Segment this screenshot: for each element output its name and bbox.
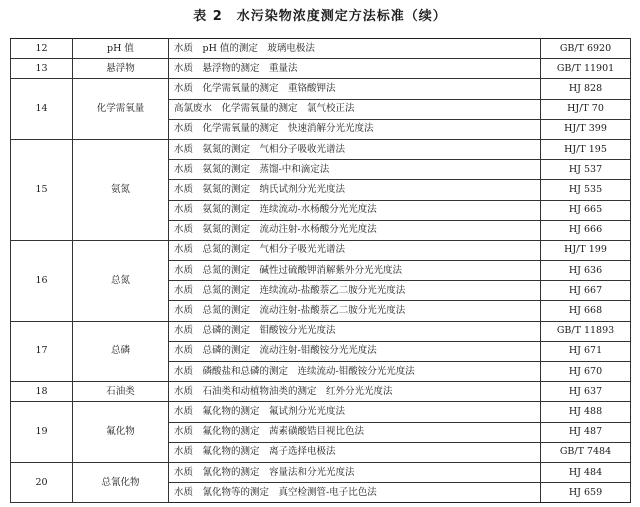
standard-code-cell: HJ/T 195 — [541, 139, 631, 159]
standard-code-cell: HJ 537 — [541, 160, 631, 180]
standard-code-cell: HJ 666 — [541, 220, 631, 240]
standard-code-cell: HJ 828 — [541, 79, 631, 99]
pollutant-cell: 石油类 — [73, 382, 169, 402]
standard-code-cell: HJ/T 70 — [541, 99, 631, 119]
method-name-cell: 水质 氨氮的测定 气相分子吸收光谱法 — [169, 139, 541, 159]
standard-code-cell: HJ 484 — [541, 462, 631, 482]
table-row — [11, 382, 631, 402]
method-name-cell: 水质 氟化物的测定 氟试剂分光光度法 — [169, 402, 541, 422]
pollutant-cell: 总氮 — [73, 240, 169, 321]
standard-code-cell: HJ/T 399 — [541, 119, 631, 139]
pollutant-cell: 氨氮 — [73, 139, 169, 240]
method-name-cell: 水质 氰化物等的测定 真空检测管-电子比色法 — [169, 483, 541, 503]
pollutant-cell: 总氰化物 — [73, 462, 169, 502]
standard-code-cell: GB/T 6920 — [541, 39, 631, 59]
method-name-cell: 水质 化学需氧量的测定 快速消解分光光度法 — [169, 119, 541, 139]
standard-code-cell: HJ/T 199 — [541, 240, 631, 260]
item-number-cell: 16 — [11, 240, 73, 321]
method-name-cell: 水质 氰化物的测定 容量法和分光光度法 — [169, 462, 541, 482]
pollutant-cell: 总磷 — [73, 321, 169, 382]
table-caption: 表 2 水污染物浓度测定方法标准（续） — [193, 9, 447, 24]
pollutant-cell: 化学需氧量 — [73, 79, 169, 140]
standards-table — [10, 38, 631, 503]
method-name-cell: 水质 氨氮的测定 流动注射-水杨酸分光光度法 — [169, 220, 541, 240]
item-number-cell: 14 — [11, 79, 73, 140]
standard-code-cell: GB/T 7484 — [541, 442, 631, 462]
item-number-cell: 17 — [11, 321, 73, 382]
method-name-cell: 水质 氟化物的测定 茜素磺酸锆目视比色法 — [169, 422, 541, 442]
item-number-cell: 20 — [11, 462, 73, 502]
standard-code-cell: HJ 667 — [541, 281, 631, 301]
standard-code-cell: HJ 668 — [541, 301, 631, 321]
table-row — [11, 59, 631, 79]
method-name-cell: 水质 总氮的测定 连续流动-盐酸萘乙二胺分光光度法 — [169, 281, 541, 301]
table-row — [11, 240, 631, 260]
item-number-cell: 12 — [11, 39, 73, 59]
standard-code-cell: HJ 665 — [541, 200, 631, 220]
method-name-cell: 水质 总磷的测定 流动注射-钼酸铵分光光度法 — [169, 341, 541, 361]
table-row — [11, 39, 631, 59]
standard-code-cell: GB/T 11901 — [541, 59, 631, 79]
standard-code-cell: HJ 671 — [541, 341, 631, 361]
method-name-cell: 水质 总氮的测定 气相分子吸光光谱法 — [169, 240, 541, 260]
standard-code-cell: HJ 637 — [541, 382, 631, 402]
method-name-cell: 水质 pH 值的测定 玻璃电极法 — [169, 39, 541, 59]
table-row — [11, 139, 631, 159]
pollutant-cell: 悬浮物 — [73, 59, 169, 79]
method-name-cell: 水质 悬浮物的测定 重量法 — [169, 59, 541, 79]
item-number-cell: 19 — [11, 402, 73, 463]
method-name-cell: 水质 氨氮的测定 蒸馏-中和滴定法 — [169, 160, 541, 180]
item-number-cell: 18 — [11, 382, 73, 402]
table-row — [11, 402, 631, 422]
standard-code-cell: GB/T 11893 — [541, 321, 631, 341]
item-number-cell: 15 — [11, 139, 73, 240]
table-row — [11, 79, 631, 99]
standard-code-cell: HJ 535 — [541, 180, 631, 200]
method-name-cell: 水质 化学需氧量的测定 重铬酸钾法 — [169, 79, 541, 99]
table-body — [11, 39, 631, 503]
method-name-cell: 水质 氟化物的测定 离子选择电极法 — [169, 442, 541, 462]
standard-code-cell: HJ 487 — [541, 422, 631, 442]
method-name-cell: 水质 总氮的测定 流动注射-盐酸萘乙二胺分光光度法 — [169, 301, 541, 321]
method-name-cell: 水质 氨氮的测定 连续流动-水杨酸分光光度法 — [169, 200, 541, 220]
method-name-cell: 水质 总氮的测定 碱性过硫酸钾消解紫外分光光度法 — [169, 261, 541, 281]
standard-code-cell: HJ 636 — [541, 261, 631, 281]
pollutant-cell: 氟化物 — [73, 402, 169, 463]
table-row — [11, 321, 631, 341]
standard-code-cell: HJ 659 — [541, 483, 631, 503]
pollutant-cell: pH 值 — [73, 39, 169, 59]
standard-code-cell: HJ 488 — [541, 402, 631, 422]
method-name-cell: 高氯废水 化学需氧量的测定 氯气校正法 — [169, 99, 541, 119]
method-name-cell: 水质 石油类和动植物油类的测定 红外分光光度法 — [169, 382, 541, 402]
method-name-cell: 水质 磷酸盐和总磷的测定 连续流动-钼酸铵分光光度法 — [169, 362, 541, 382]
method-name-cell: 水质 氨氮的测定 纳氏试剂分光光度法 — [169, 180, 541, 200]
item-number-cell: 13 — [11, 59, 73, 79]
table-row — [11, 462, 631, 482]
standard-code-cell: HJ 670 — [541, 362, 631, 382]
method-name-cell: 水质 总磷的测定 钼酸铵分光光度法 — [169, 321, 541, 341]
